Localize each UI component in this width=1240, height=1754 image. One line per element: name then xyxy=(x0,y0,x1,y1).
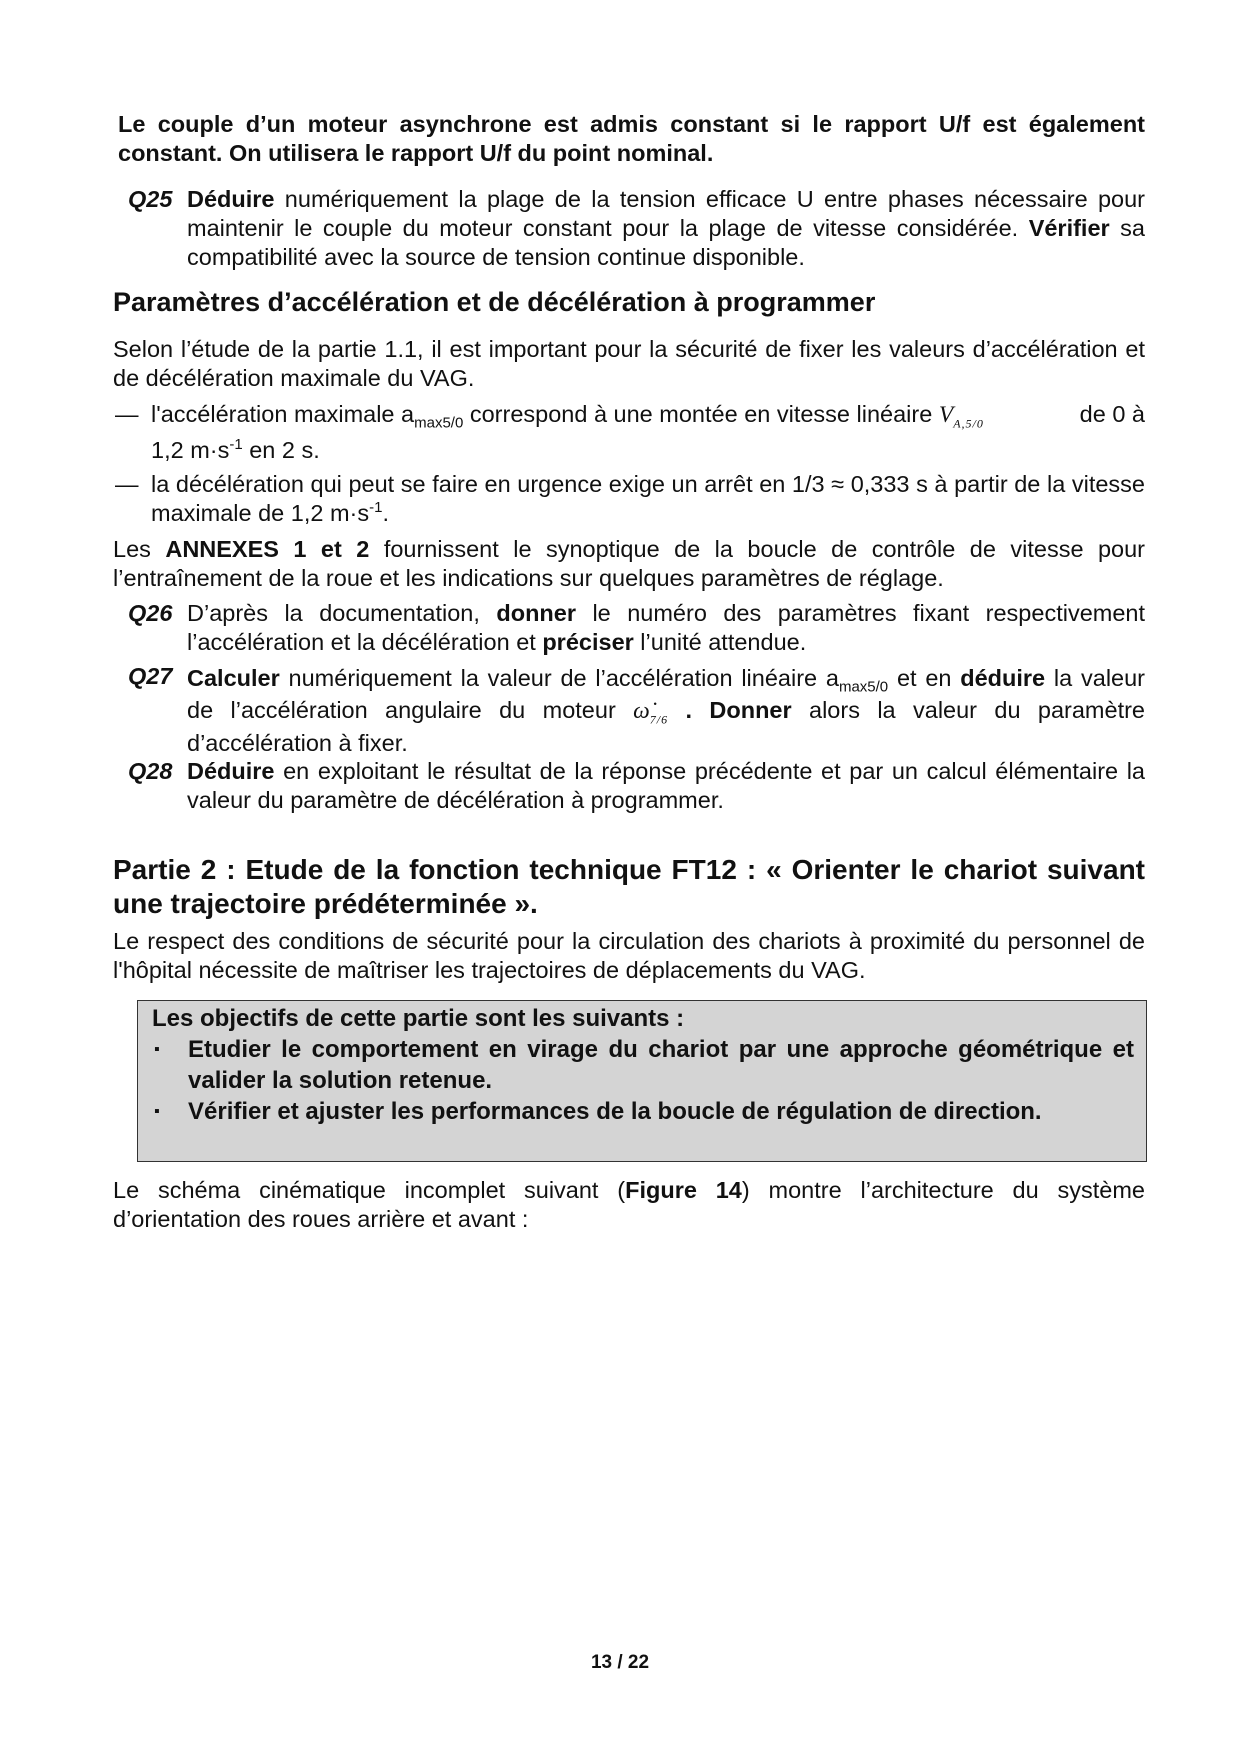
action-verb: Calculer xyxy=(187,665,280,691)
action-verb: Déduire xyxy=(187,758,275,784)
objective-item: ▪ Etudier le comportement en virage du chariot par une approche géométrique et valider la solution retenue. xyxy=(154,1036,1134,1094)
angular-acceleration-symbol: $\omegȧ_{7/6}$ xyxy=(633,698,669,727)
objectives-heading: Les objectifs de cette partie sont les suivants : xyxy=(152,1005,685,1032)
objective-item: ▪ Vérifier et ajuster les performances de la boucle de régulation de direction. xyxy=(154,1098,1042,1125)
question-label: Q28 xyxy=(128,758,173,784)
question-q26: Q26 D’après la documentation, donner le numéro des paramètres fixant respectivement l’accélération et la décélération et préciser l’unité attendue. xyxy=(128,600,1146,655)
dash-text: la décélération qui peut se faire en urgence exige un arrêt en 1/3 ≈ 0,333 s à partir de la vitesse maximale de 1,2 m·s xyxy=(151,471,1145,526)
subscript: max5/0 xyxy=(838,678,889,696)
annex-paragraph: Les ANNEXES 1 et 2 fournissent le synoptique de la boucle de contrôle de vitesse pour l’entraînement de la roue et les indications sur quelques paramètres de réglage. xyxy=(113,536,1145,591)
dash-text: 1,2 m·s xyxy=(151,437,230,463)
question-text: numériquement la plage de la tension efficace U entre phases nécessaire pour maintenir le couple du moteur constant pour la plage de vitesse considérée. xyxy=(187,186,1145,241)
question-q28: Q28 Déduire en exploitant le résultat de la réponse précédente et par un calcul élémentaire la valeur du paramètre de décélération à programmer. xyxy=(128,758,1145,813)
action-verb: déduire xyxy=(960,665,1046,691)
page-number: 13 / 22 xyxy=(590,1652,650,1673)
dash-text: correspond à une montée en vitesse linéaire xyxy=(463,401,939,427)
velocity-symbol: $V_{A,5/0}$ xyxy=(938,402,984,431)
subscript: max5/0 xyxy=(414,414,464,432)
dash-item-acceleration xyxy=(113,400,1145,465)
dash-marker: — xyxy=(115,401,139,427)
dash-text: de 0 à xyxy=(1079,401,1145,427)
bullet-square-icon: ▪ xyxy=(154,1103,160,1120)
action-verb: préciser xyxy=(542,629,634,655)
action-verb: Donner xyxy=(709,697,792,723)
question-q27: Q27 Calculer numériquement la valeur de l’accélération linéaire $a_{max5/0}$ et en déduire la valeur de l’accélération angulaire du moteur $\omegȧ_{7/6}$ . Donner alors la valeur du paramètre d’accélération à fixer. xyxy=(128,663,1146,756)
figure-reference: Figure 14 xyxy=(625,1177,742,1203)
intro-paragraph: Le couple d’un moteur asynchrone est admis constant si le rapport U/f est également constant. On utilisera le rapport U/f du point nominal. xyxy=(118,111,1145,166)
question-text: sa compatibilité avec la source de tension continue disponible. xyxy=(187,215,1145,270)
question-label: Q27 xyxy=(128,663,173,689)
part-2-heading: Partie 2 : Etude de la fonction technique FT12 : « Orienter le chariot suivant une trajectoire prédéterminée ». xyxy=(113,854,1145,919)
section-paragraph: Selon l’étude de la partie 1.1, il est important pour la sécurité de fixer les valeurs d’accélération et de décélération maximale du VAG. xyxy=(113,336,1145,391)
dash-text: en 2 s. xyxy=(242,437,320,463)
action-verb: Déduire xyxy=(187,186,275,212)
question-label: Q26 xyxy=(128,600,173,626)
dash-text: l'accélération maximale a xyxy=(151,401,415,427)
question-q25 xyxy=(113,185,1145,272)
action-verb: donner xyxy=(496,600,576,626)
section-heading-acceleration: Paramètres d’accélération et de décélération à programmer xyxy=(113,287,876,317)
action-verb: Vérifier xyxy=(1028,215,1110,241)
dash-marker: — xyxy=(115,471,139,497)
dash-text: . xyxy=(382,500,389,526)
question-label: Q25 xyxy=(128,186,173,212)
bullet-square-icon: ▪ xyxy=(154,1041,160,1058)
annex-reference: ANNEXES 1 et 2 xyxy=(165,536,370,562)
objectives-box xyxy=(137,1000,1147,1162)
superscript: -1 xyxy=(369,499,383,517)
schema-paragraph: Le schéma cinématique incomplet suivant (Figure 14) montre l’architecture du système d’orientation des roues arrière et avant : xyxy=(113,1177,1145,1232)
superscript: -1 xyxy=(229,436,243,454)
dash-item-deceleration xyxy=(113,470,1145,528)
part-2-paragraph: Le respect des conditions de sécurité pour la circulation des chariots à proximité du personnel de l'hôpital nécessite de maîtriser les trajectoires de déplacements du VAG. xyxy=(113,928,1145,983)
